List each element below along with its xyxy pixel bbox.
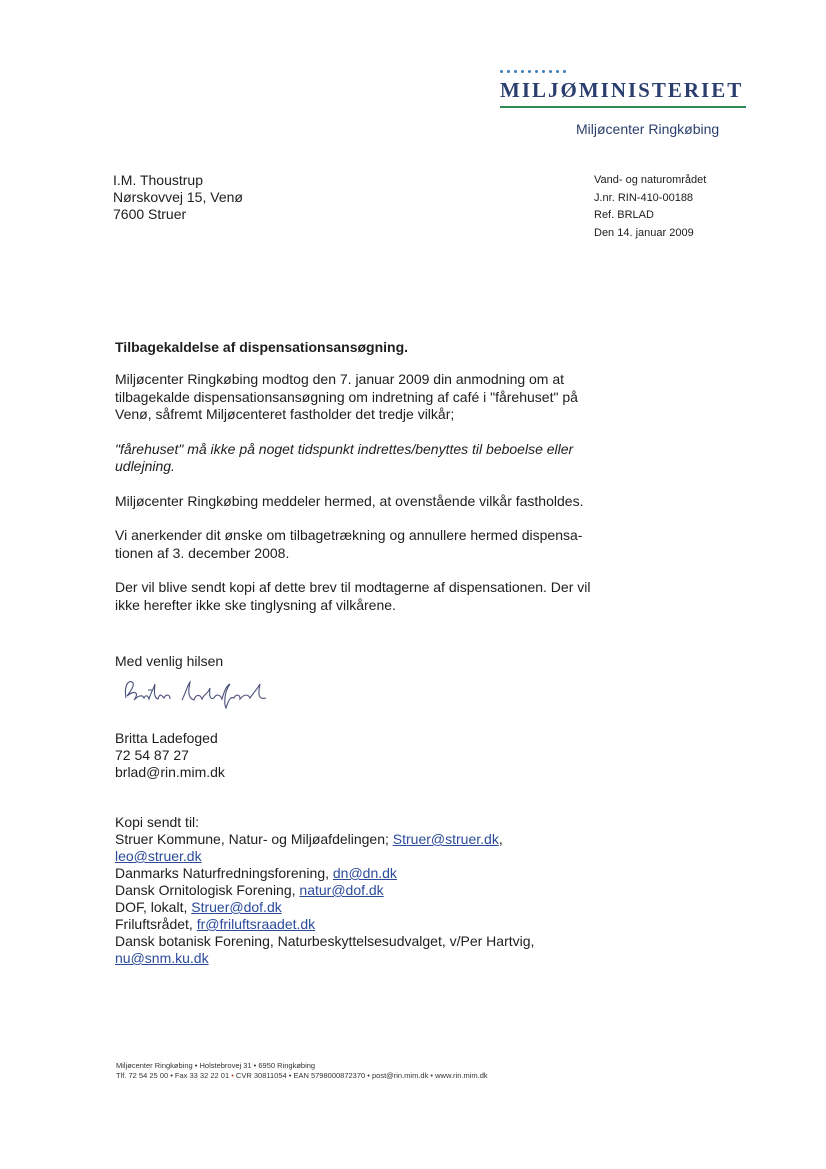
copy-item-dof-lokal: DOF, lokalt, Struer@dof.dk [115,899,282,915]
copy-item-struer: Struer Kommune, Natur- og Miljøafdelingen; Struer@struer.dk, [115,831,503,847]
email-link-friluftsraadet[interactable]: fr@friluftsraadet.dk [196,916,316,932]
sender-phone: 72 54 87 27 [115,747,189,763]
recipient-city: 7600 Struer [113,206,187,222]
recipient-name: I.M. Thoustrup [113,172,204,188]
email-link-dof[interactable]: natur@dof.dk [299,882,384,898]
logo-dot [521,70,524,73]
copy-item-friluftsraadet: Friluftsrådet, fr@friluftsraadet.dk [115,916,316,932]
copy-item-botanisk: Dansk botanisk Forening, Naturbeskyttelsesudvalget, v/Per Hartvig, [115,933,535,949]
letter-body [115,371,600,631]
footer [116,1061,488,1081]
logo-dots [500,70,578,78]
reference-block [594,172,706,242]
reference: Ref. BRLAD [594,209,654,221]
copies-heading: Kopi sendt til: [115,814,200,830]
footer-contact: Tlf. 72 54 25 00 • Fax 33 32 22 01 • CVR 30811054 • EAN 5798000872370 • post@rin.mim.dk • www.rin.mim.dk [116,1071,488,1080]
copy-item-nu [115,950,534,967]
logo-dot [563,70,566,73]
sender-name: Britta Ladefoged [115,730,218,746]
department: Vand- og naturområdet [594,174,707,186]
journal-number: J.nr. RIN-410-00188 [594,191,694,204]
footer-address: Miljøcenter Ringkøbing • Holstebrovej 31 • 6950 Ringkøbing [116,1061,316,1070]
copy-item-dof: Dansk Ornitologisk Forening, natur@dof.dk [115,882,384,898]
logo-dot [549,70,552,73]
email-link-nu[interactable]: nu@snm.ku.dk [115,950,209,966]
paragraph-3: Miljøcenter Ringkøbing meddeler hermed, at ovenstående vilkår fastholdes. [115,492,584,509]
email-link-dn[interactable]: dn@dn.dk [332,865,397,881]
logo-dot [535,70,538,73]
email-link-dof-lokal[interactable]: Struer@dof.dk [191,899,282,915]
logo-dot [556,70,559,73]
copy-item-dn: Danmarks Naturfredningsforening, dn@dn.dk [115,865,397,881]
copy-item-leo [115,848,534,865]
center-name: Miljøcenter Ringkøbing [576,121,720,137]
sender-email: brlad@rin.mim.dk [115,764,225,780]
recipient-address [113,172,243,223]
logo-dot [500,70,503,73]
handwritten-signature [118,674,278,710]
logo-dot [514,70,517,73]
sender-block [115,730,225,781]
recipient-street: Nørskovvej 15, Venø [113,189,243,205]
copies-list [115,814,534,967]
letter-subject: Tilbagekaldelse af dispensationsansøgning. [115,339,409,355]
logo-dot [507,70,510,73]
paragraph-5: Der vil blive sendt kopi af dette brev til modtagerne af dispensationen. Der vil ikke herefter ikke ske tinglysning af vilkårene. [115,579,591,613]
closing: Med venlig hilsen [115,653,224,669]
paragraph-1: Miljøcenter Ringkøbing modtog den 7. januar 2009 din anmodning om at tilbagekalde dispensationsansøgning om indretning af café i "fårehuset" på Venø, såfremt Miljøcenteret fastholder det tredje vilkår; [115,371,578,422]
paragraph-2-condition: "fårehuset" må ikke på noget tidspunkt indrettes/benyttes til beboelse eller udlejning. [115,440,574,474]
logo-dot [542,70,545,73]
email-link-leo[interactable]: leo@struer.dk [115,848,202,864]
logo-rule [500,106,746,108]
ministry-logo-text: MILJØMINISTERIET [500,78,744,102]
logo-dot [528,70,531,73]
email-link-struer[interactable]: Struer@struer.dk [392,831,499,847]
paragraph-4: Vi anerkender dit ønske om tilbagetrækning og annullere hermed dispensa-tionen af 3. december 2008. [115,527,583,561]
letter-date: Den 14. januar 2009 [594,226,694,239]
